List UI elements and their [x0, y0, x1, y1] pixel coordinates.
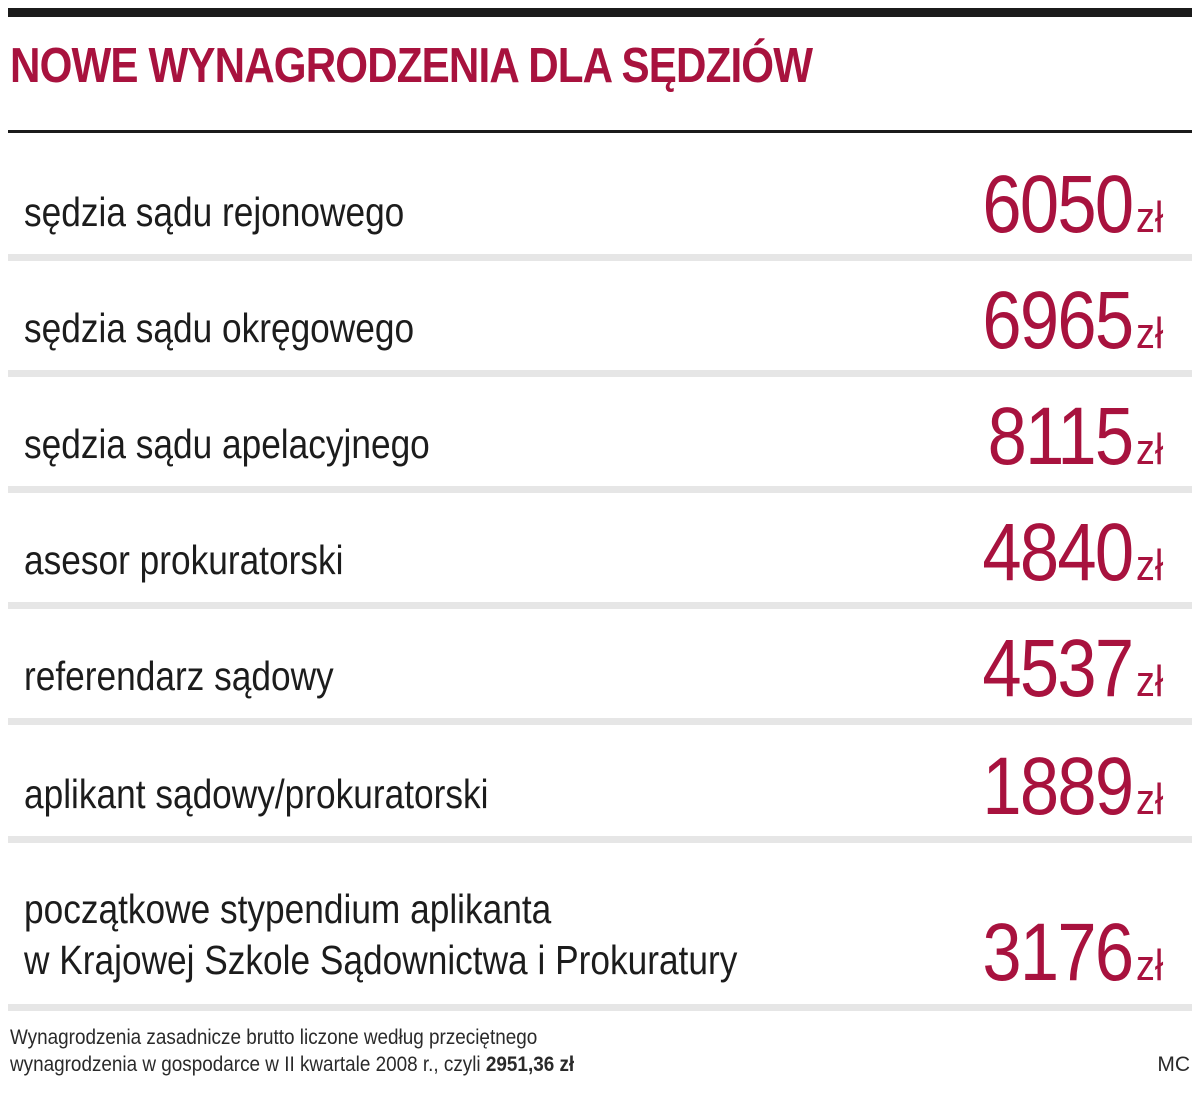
row-value	[958, 623, 1168, 714]
row-separator	[8, 486, 1192, 493]
row-value	[958, 159, 1168, 250]
value-number: 8115	[987, 391, 1133, 482]
footnote	[10, 1024, 574, 1079]
table-row	[8, 138, 1192, 254]
footnote-line-1: Wynagrodzenia zasadnicze brutto liczone według przeciętnego	[10, 1026, 538, 1049]
table-row	[8, 726, 1192, 836]
row-value	[958, 741, 1168, 832]
value-number: 6965	[982, 275, 1133, 366]
row-value	[958, 507, 1168, 598]
row-separator	[8, 254, 1192, 261]
value-number: 4840	[982, 507, 1133, 598]
row-label: sędzia sądu apelacyjnego	[24, 420, 430, 467]
row-separator	[8, 1004, 1192, 1011]
row-label: sędzia sądu okręgowego	[24, 304, 415, 351]
row-separator	[8, 602, 1192, 609]
row-label: referendarz sądowy	[24, 652, 334, 699]
currency-unit: zł	[1136, 657, 1164, 706]
row-separator	[8, 718, 1192, 725]
row-separator	[8, 836, 1192, 843]
table-row	[8, 378, 1192, 486]
value-number: 4537	[982, 623, 1133, 714]
footnote-line-2-text: wynagrodzenia w gospodarce w II kwartale 2008 r., czyli	[10, 1053, 481, 1077]
currency-unit: zł	[1136, 425, 1164, 474]
table-row	[8, 846, 1192, 1002]
value-number: 3176	[982, 907, 1133, 998]
value-number: 1889	[982, 741, 1133, 832]
chart-title: NOWE WYNAGRODZENIA DLA SĘDZIÓW	[10, 39, 813, 93]
currency-unit: zł	[1136, 541, 1164, 590]
currency-unit: zł	[1136, 775, 1164, 824]
row-label: asesor prokuratorski	[24, 536, 344, 583]
currency-unit: zł	[1136, 193, 1164, 242]
value-number: 6050	[982, 159, 1133, 250]
row-label: początkowe stypendium aplikanta w Krajowej Szkole Sądownictwa i Prokuratury	[24, 885, 738, 983]
row-value	[964, 391, 1168, 482]
row-label: aplikant sądowy/prokuratorski	[24, 770, 489, 817]
footnote-amount: 2951,36 zł	[485, 1053, 575, 1077]
table-row	[8, 494, 1192, 602]
credit: MC	[1157, 1053, 1190, 1076]
currency-unit: zł	[1136, 309, 1164, 358]
row-separator	[8, 370, 1192, 377]
row-value	[958, 275, 1168, 366]
footnote-line-2	[10, 1051, 574, 1078]
currency-unit: zł	[1136, 941, 1164, 990]
table-row	[8, 262, 1192, 370]
row-label: sędzia sądu rejonowego	[24, 188, 405, 235]
row-value	[958, 907, 1168, 998]
table-row	[8, 610, 1192, 718]
